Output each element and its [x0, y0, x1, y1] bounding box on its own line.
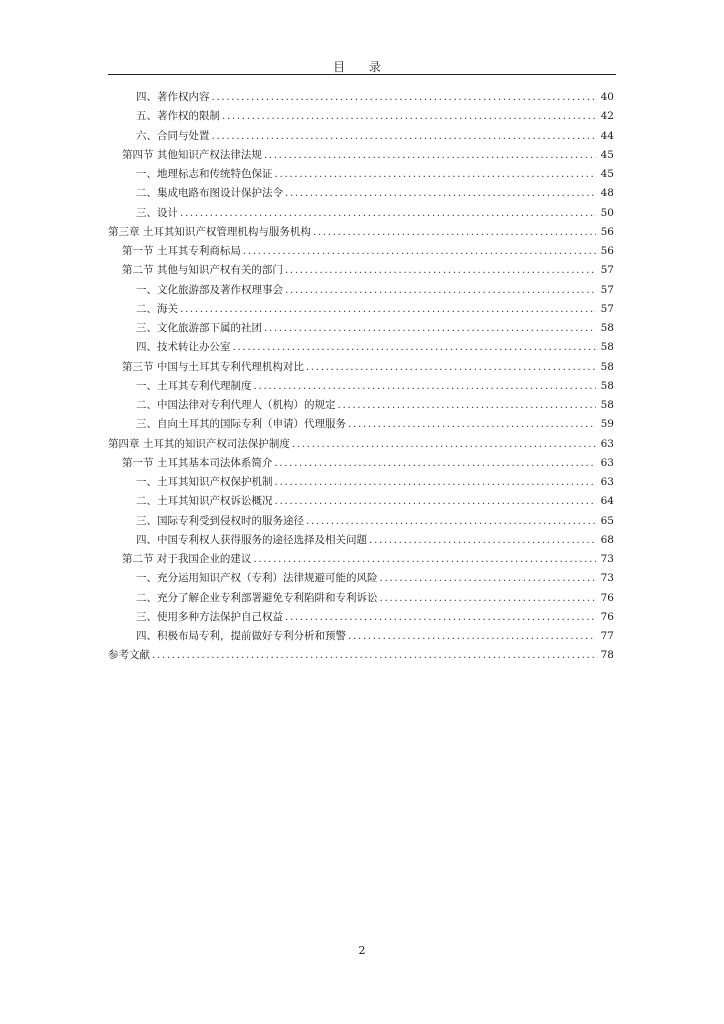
toc-entry-title[interactable]: 一、土耳其知识产权保护机制 [136, 476, 273, 488]
toc-entry-page: 44 [600, 129, 614, 142]
toc-leader-dots [212, 88, 597, 107]
toc-leader-dots [306, 358, 596, 377]
toc-leader-dots [292, 435, 596, 454]
toc-leader-dots [380, 569, 597, 588]
toc-entry-title[interactable]: 二、海关 [136, 302, 178, 315]
page-header-title: 目 录 [333, 60, 391, 74]
toc-entry-page: 77 [600, 630, 614, 642]
toc-leader-dots [264, 319, 596, 338]
toc-entry-title[interactable]: 第三章 土耳其知识产权管理机构与服务机构 [108, 225, 311, 238]
toc-entry-title[interactable]: 一、充分运用知识产权（专利）法律规避可能的风险 [136, 572, 378, 585]
toc-entry-title[interactable]: 三、设计 [136, 206, 178, 219]
toc-entry-page: 64 [600, 495, 614, 508]
toc-leader-dots [275, 492, 597, 511]
toc-leader-dots [369, 531, 596, 550]
toc-entry-page: 56 [600, 245, 614, 257]
toc-entry-title[interactable]: 二、中国法律对专利代理人（机构）的规定 [136, 399, 336, 411]
toc-entry-title[interactable]: 第一节 土耳其基本司法体系简介 [122, 456, 273, 469]
toc-leader-dots [306, 512, 596, 531]
header-divider [108, 74, 616, 75]
toc-leader-dots [212, 127, 597, 146]
toc-entry-page: 42 [600, 110, 614, 123]
toc-leader-dots [285, 281, 596, 300]
toc-entry-title[interactable]: 二、集成电路布图设计保护法令 [136, 187, 283, 200]
toc-entry-title[interactable]: 参考文献 [108, 649, 150, 662]
toc-entry-page: 63 [600, 456, 614, 469]
toc-entry-page: 76 [600, 610, 614, 623]
toc-leader-dots [285, 608, 596, 627]
toc-entry-page: 58 [600, 341, 614, 354]
toc-entry-title[interactable]: 第二节 对于我国企业的建议 [122, 553, 252, 565]
toc-entry-page: 57 [600, 302, 614, 315]
toc-entry-page: 58 [600, 360, 614, 373]
toc-entry-title[interactable]: 二、土耳其知识产权诉讼概况 [136, 495, 273, 508]
toc-entry-page: 45 [600, 168, 614, 180]
toc-entry-page: 63 [600, 476, 614, 488]
toc-entry-page: 57 [600, 283, 614, 296]
toc-leader-dots [275, 165, 597, 184]
toc-leader-dots [253, 550, 596, 569]
toc-entry-page: 57 [600, 264, 614, 277]
toc-entry-page: 56 [600, 225, 614, 238]
table-of-contents [108, 88, 614, 666]
toc-entry-title[interactable]: 第四节 其他知识产权法律法规 [122, 148, 262, 161]
toc-leader-dots [243, 242, 596, 261]
toc-leader-dots [222, 107, 596, 126]
toc-entry-page: 58 [600, 322, 614, 334]
toc-entry-page: 68 [600, 533, 614, 546]
toc-leader-dots [180, 204, 596, 223]
toc-entry-title[interactable]: 三、使用多种方法保护自己权益 [136, 610, 283, 623]
toc-entry-page: 58 [600, 399, 614, 411]
toc-entry-page: 50 [600, 206, 614, 219]
toc-entry-title[interactable]: 四、著作权内容 [136, 91, 210, 103]
toc-entry-title[interactable]: 四、积极布局专利，提前做好专利分析和预警 [136, 630, 346, 642]
toc-leader-dots [380, 589, 597, 608]
toc-leader-dots [274, 454, 596, 473]
toc-entry-page: 78 [600, 649, 614, 662]
toc-entry-page: 65 [600, 514, 614, 527]
toc-entry-title[interactable]: 第二节 其他与知识产权有关的部门 [122, 264, 283, 277]
toc-entry-title[interactable]: 五、著作权的限制 [136, 110, 220, 123]
toc-entry-page: 76 [600, 591, 614, 604]
toc-entry-title[interactable]: 二、充分了解企业专利部署避免专利陷阱和专利诉讼 [136, 591, 378, 604]
page-number: 2 [358, 944, 366, 957]
toc-entry-title[interactable]: 一、文化旅游部及著作权理事会 [136, 283, 283, 296]
toc-entry-page: 58 [600, 379, 614, 392]
toc-entry-page: 45 [600, 148, 614, 161]
toc-entry-page: 59 [600, 418, 614, 431]
toc-leader-dots [254, 377, 597, 396]
toc-entry-page: 63 [600, 437, 614, 450]
toc-leader-dots [233, 338, 597, 357]
toc-entry-title[interactable]: 第三节 中国与土耳其专利代理机构对比 [122, 360, 304, 373]
toc-leader-dots [180, 300, 596, 319]
toc-entry-title[interactable]: 四、技术转让办公室 [136, 341, 231, 354]
toc-leader-dots [348, 415, 596, 434]
toc-leader-dots [338, 396, 597, 415]
toc-entry-page: 73 [600, 553, 614, 565]
toc-entry-page: 73 [600, 572, 614, 585]
toc-leader-dots [152, 646, 596, 665]
toc-entry-title[interactable]: 六、合同与处置 [136, 129, 210, 142]
toc-entry-page: 40 [600, 91, 614, 103]
toc-entry-title[interactable]: 第一节 土耳其专利商标局 [122, 245, 241, 257]
toc-leader-dots [348, 627, 596, 646]
toc-entry-title[interactable]: 四、中国专利权人获得服务的途径选择及相关问题 [136, 533, 367, 546]
toc-entry-title[interactable]: 一、土耳其专利代理制度 [136, 379, 252, 392]
toc-leader-dots [264, 146, 596, 165]
toc-leader-dots [275, 473, 597, 492]
toc-entry-title[interactable]: 三、国际专利受到侵权时的服务途径 [136, 514, 304, 527]
toc-entry-title[interactable]: 第四章 土耳其的知识产权司法保护制度 [108, 437, 290, 450]
toc-leader-dots [313, 223, 596, 242]
toc-leader-dots [285, 261, 596, 280]
toc-entry-title[interactable]: 三、文化旅游部下属的社团 [136, 322, 262, 334]
toc-entry-title[interactable]: 三、自向土耳其的国际专利（申请）代理服务 [136, 418, 346, 431]
toc-entry-title[interactable]: 一、地理标志和传统特色保证 [136, 168, 273, 180]
toc-leader-dots [285, 184, 596, 203]
toc-entry-page: 48 [600, 187, 614, 200]
